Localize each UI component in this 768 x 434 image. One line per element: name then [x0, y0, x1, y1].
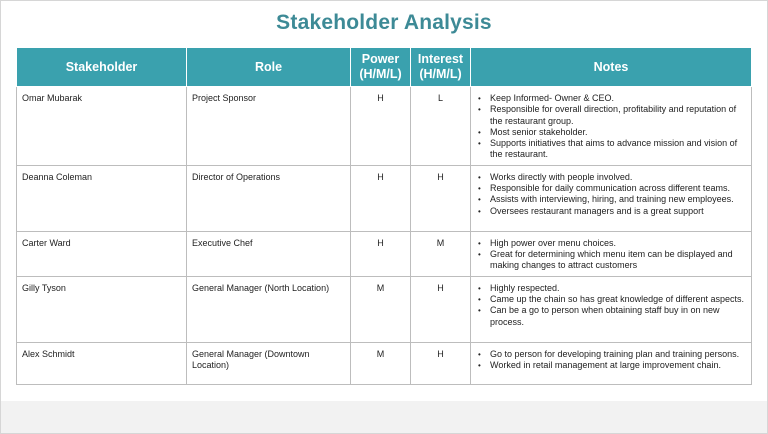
note-item: • Keep Informed- Owner & CEO.	[490, 93, 746, 104]
cell-stakeholder: Gilly Tyson	[17, 276, 187, 342]
table-body	[17, 87, 752, 385]
table-row	[17, 165, 752, 231]
cell-role: Executive Chef	[187, 231, 351, 276]
note-item: • Worked in retail management at large improvement chain.	[490, 360, 746, 371]
note-item: • Great for determining which menu item can be displayed and making changes to attract customers	[490, 249, 746, 272]
header-interest-line1: Interest	[417, 52, 464, 66]
notes-list	[476, 93, 746, 161]
note-item: • Can be a go to person when obtaining staff buy in on new process.	[490, 305, 746, 328]
note-item: • Responsible for daily communication across different teams.	[490, 183, 746, 194]
note-item: • Oversees restaurant managers and is a great support	[490, 206, 746, 217]
cell-power: M	[351, 276, 411, 342]
table-row	[17, 87, 752, 166]
cell-stakeholder: Alex Schmidt	[17, 342, 187, 384]
header-role: Role	[187, 48, 351, 87]
note-item: • Supports initiatives that aims to advance mission and vision of the restaurant.	[490, 138, 746, 161]
slide-bottom-band	[1, 401, 767, 433]
header-power-line2: (H/M/L)	[359, 67, 402, 81]
cell-stakeholder: Deanna Coleman	[17, 165, 187, 231]
cell-stakeholder: Omar Mubarak	[17, 87, 187, 166]
note-item: • Came up the chain so has great knowledge of different aspects.	[490, 294, 746, 305]
header-stakeholder: Stakeholder	[17, 48, 187, 87]
cell-notes	[471, 276, 752, 342]
cell-role: General Manager (Downtown Location)	[187, 342, 351, 384]
cell-notes	[471, 231, 752, 276]
notes-list	[476, 283, 746, 328]
header-notes: Notes	[471, 48, 752, 87]
cell-power: H	[351, 231, 411, 276]
table-row	[17, 276, 752, 342]
notes-list	[476, 172, 746, 217]
note-item: • Highly respected.	[490, 283, 746, 294]
cell-interest: H	[411, 342, 471, 384]
cell-interest: H	[411, 165, 471, 231]
note-item: • High power over menu choices.	[490, 238, 746, 249]
cell-role: Director of Operations	[187, 165, 351, 231]
cell-role: Project Sponsor	[187, 87, 351, 166]
table-row	[17, 342, 752, 384]
header-interest-line2: (H/M/L)	[419, 67, 462, 81]
cell-notes	[471, 342, 752, 384]
stakeholder-table	[16, 47, 752, 385]
cell-interest: M	[411, 231, 471, 276]
table-header-row	[17, 48, 752, 87]
header-power-line1: Power	[361, 52, 400, 66]
cell-power: H	[351, 87, 411, 166]
notes-list	[476, 349, 746, 372]
cell-notes	[471, 87, 752, 166]
note-item: • Responsible for overall direction, profitability and reputation of the restaurant group.	[490, 104, 746, 127]
note-item: • Go to person for developing training plan and training persons.	[490, 349, 746, 360]
notes-list	[476, 238, 746, 272]
header-interest	[411, 48, 471, 87]
header-power	[351, 48, 411, 87]
cell-power: H	[351, 165, 411, 231]
cell-interest: L	[411, 87, 471, 166]
cell-stakeholder: Carter Ward	[17, 231, 187, 276]
cell-role: General Manager (North Location)	[187, 276, 351, 342]
note-item: • Works directly with people involved.	[490, 172, 746, 183]
note-item: • Assists with interviewing, hiring, and training new employees.	[490, 194, 746, 205]
cell-notes	[471, 165, 752, 231]
cell-power: M	[351, 342, 411, 384]
page-title: Stakeholder Analysis	[276, 11, 492, 34]
note-item: • Most senior stakeholder.	[490, 127, 746, 138]
table-row	[17, 231, 752, 276]
cell-interest: H	[411, 276, 471, 342]
